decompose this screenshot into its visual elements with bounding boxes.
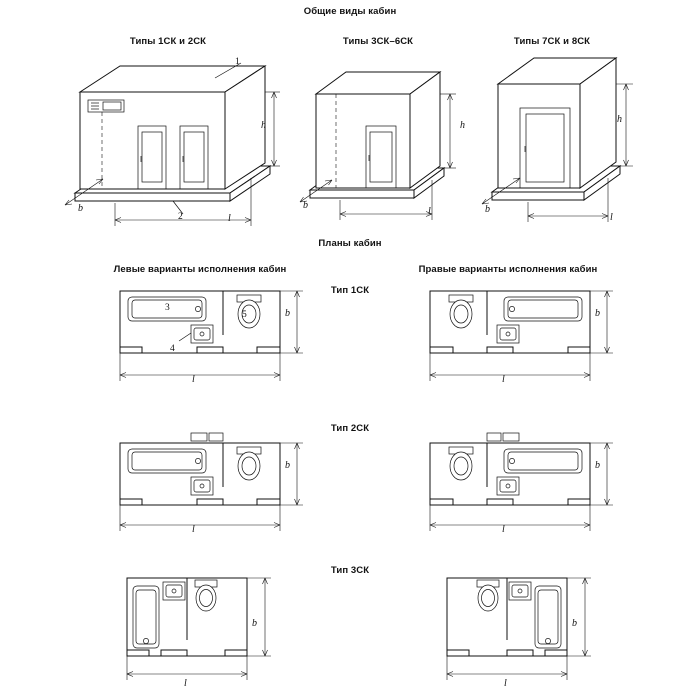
dim-l-plan-1r: l: [502, 374, 505, 385]
dim-h-view-3: h: [617, 114, 622, 125]
plan-row-label-1: Тип 1СК: [330, 285, 370, 296]
dim-b-plan-3r: b: [572, 618, 577, 629]
plan-header-left: Левые варианты исполнения кабин: [113, 264, 287, 275]
dim-b-view-3: b: [485, 204, 490, 215]
view-label-1: Типы 1СК и 2СК: [129, 36, 207, 47]
plan-header-right: Правые варианты исполнения кабин: [418, 264, 598, 275]
title-general-views: Общие виды кабин: [303, 6, 397, 17]
isometric-view-1: [55, 48, 285, 233]
callout-5-toilet: 5: [242, 310, 247, 320]
plan-3sk-right: [425, 568, 635, 683]
dim-b-view-1: b: [78, 203, 83, 214]
dim-b-view-2: b: [303, 200, 308, 211]
plan-3sk-left: [105, 568, 315, 683]
dim-b-plan-3l: b: [252, 618, 257, 629]
title-plans: Планы кабин: [318, 238, 382, 249]
dim-l-view-1: l: [228, 213, 231, 224]
isometric-view-2: [292, 48, 472, 223]
plan-2sk-left: [105, 425, 315, 535]
dim-l-plan-3r: l: [504, 678, 507, 689]
dim-l-plan-2l: l: [192, 524, 195, 535]
view-label-3: Типы 7СК и 8СК: [513, 36, 591, 47]
plan-1sk-left: [105, 283, 315, 393]
dim-b-plan-1l: b: [285, 308, 290, 319]
plan-row-label-3: Тип 3СК: [330, 565, 370, 576]
plan-row-label-2: Тип 2СК: [330, 423, 370, 434]
callout-4-sink: 4: [170, 344, 175, 354]
dim-h-view-1: h: [261, 120, 266, 131]
callout-3-bath: 3: [165, 303, 170, 313]
dim-l-plan-2r: l: [502, 524, 505, 535]
dim-b-plan-1r: b: [595, 308, 600, 319]
dim-h-view-2: h: [460, 120, 465, 131]
dim-l-plan-3l: l: [184, 678, 187, 689]
plan-1sk-right: [415, 283, 625, 393]
dim-b-plan-2l: b: [285, 460, 290, 471]
callout-2: 2: [178, 212, 183, 222]
dim-l-view-3: l: [610, 212, 613, 223]
view-label-2: Типы 3СК–6СК: [342, 36, 414, 47]
plan-2sk-right: [415, 425, 625, 535]
isometric-view-3: [470, 42, 650, 222]
dim-b-plan-2r: b: [595, 460, 600, 471]
dim-l-plan-1l: l: [192, 374, 195, 385]
dim-l-view-2: l: [428, 206, 431, 217]
callout-1: 1: [235, 57, 240, 67]
